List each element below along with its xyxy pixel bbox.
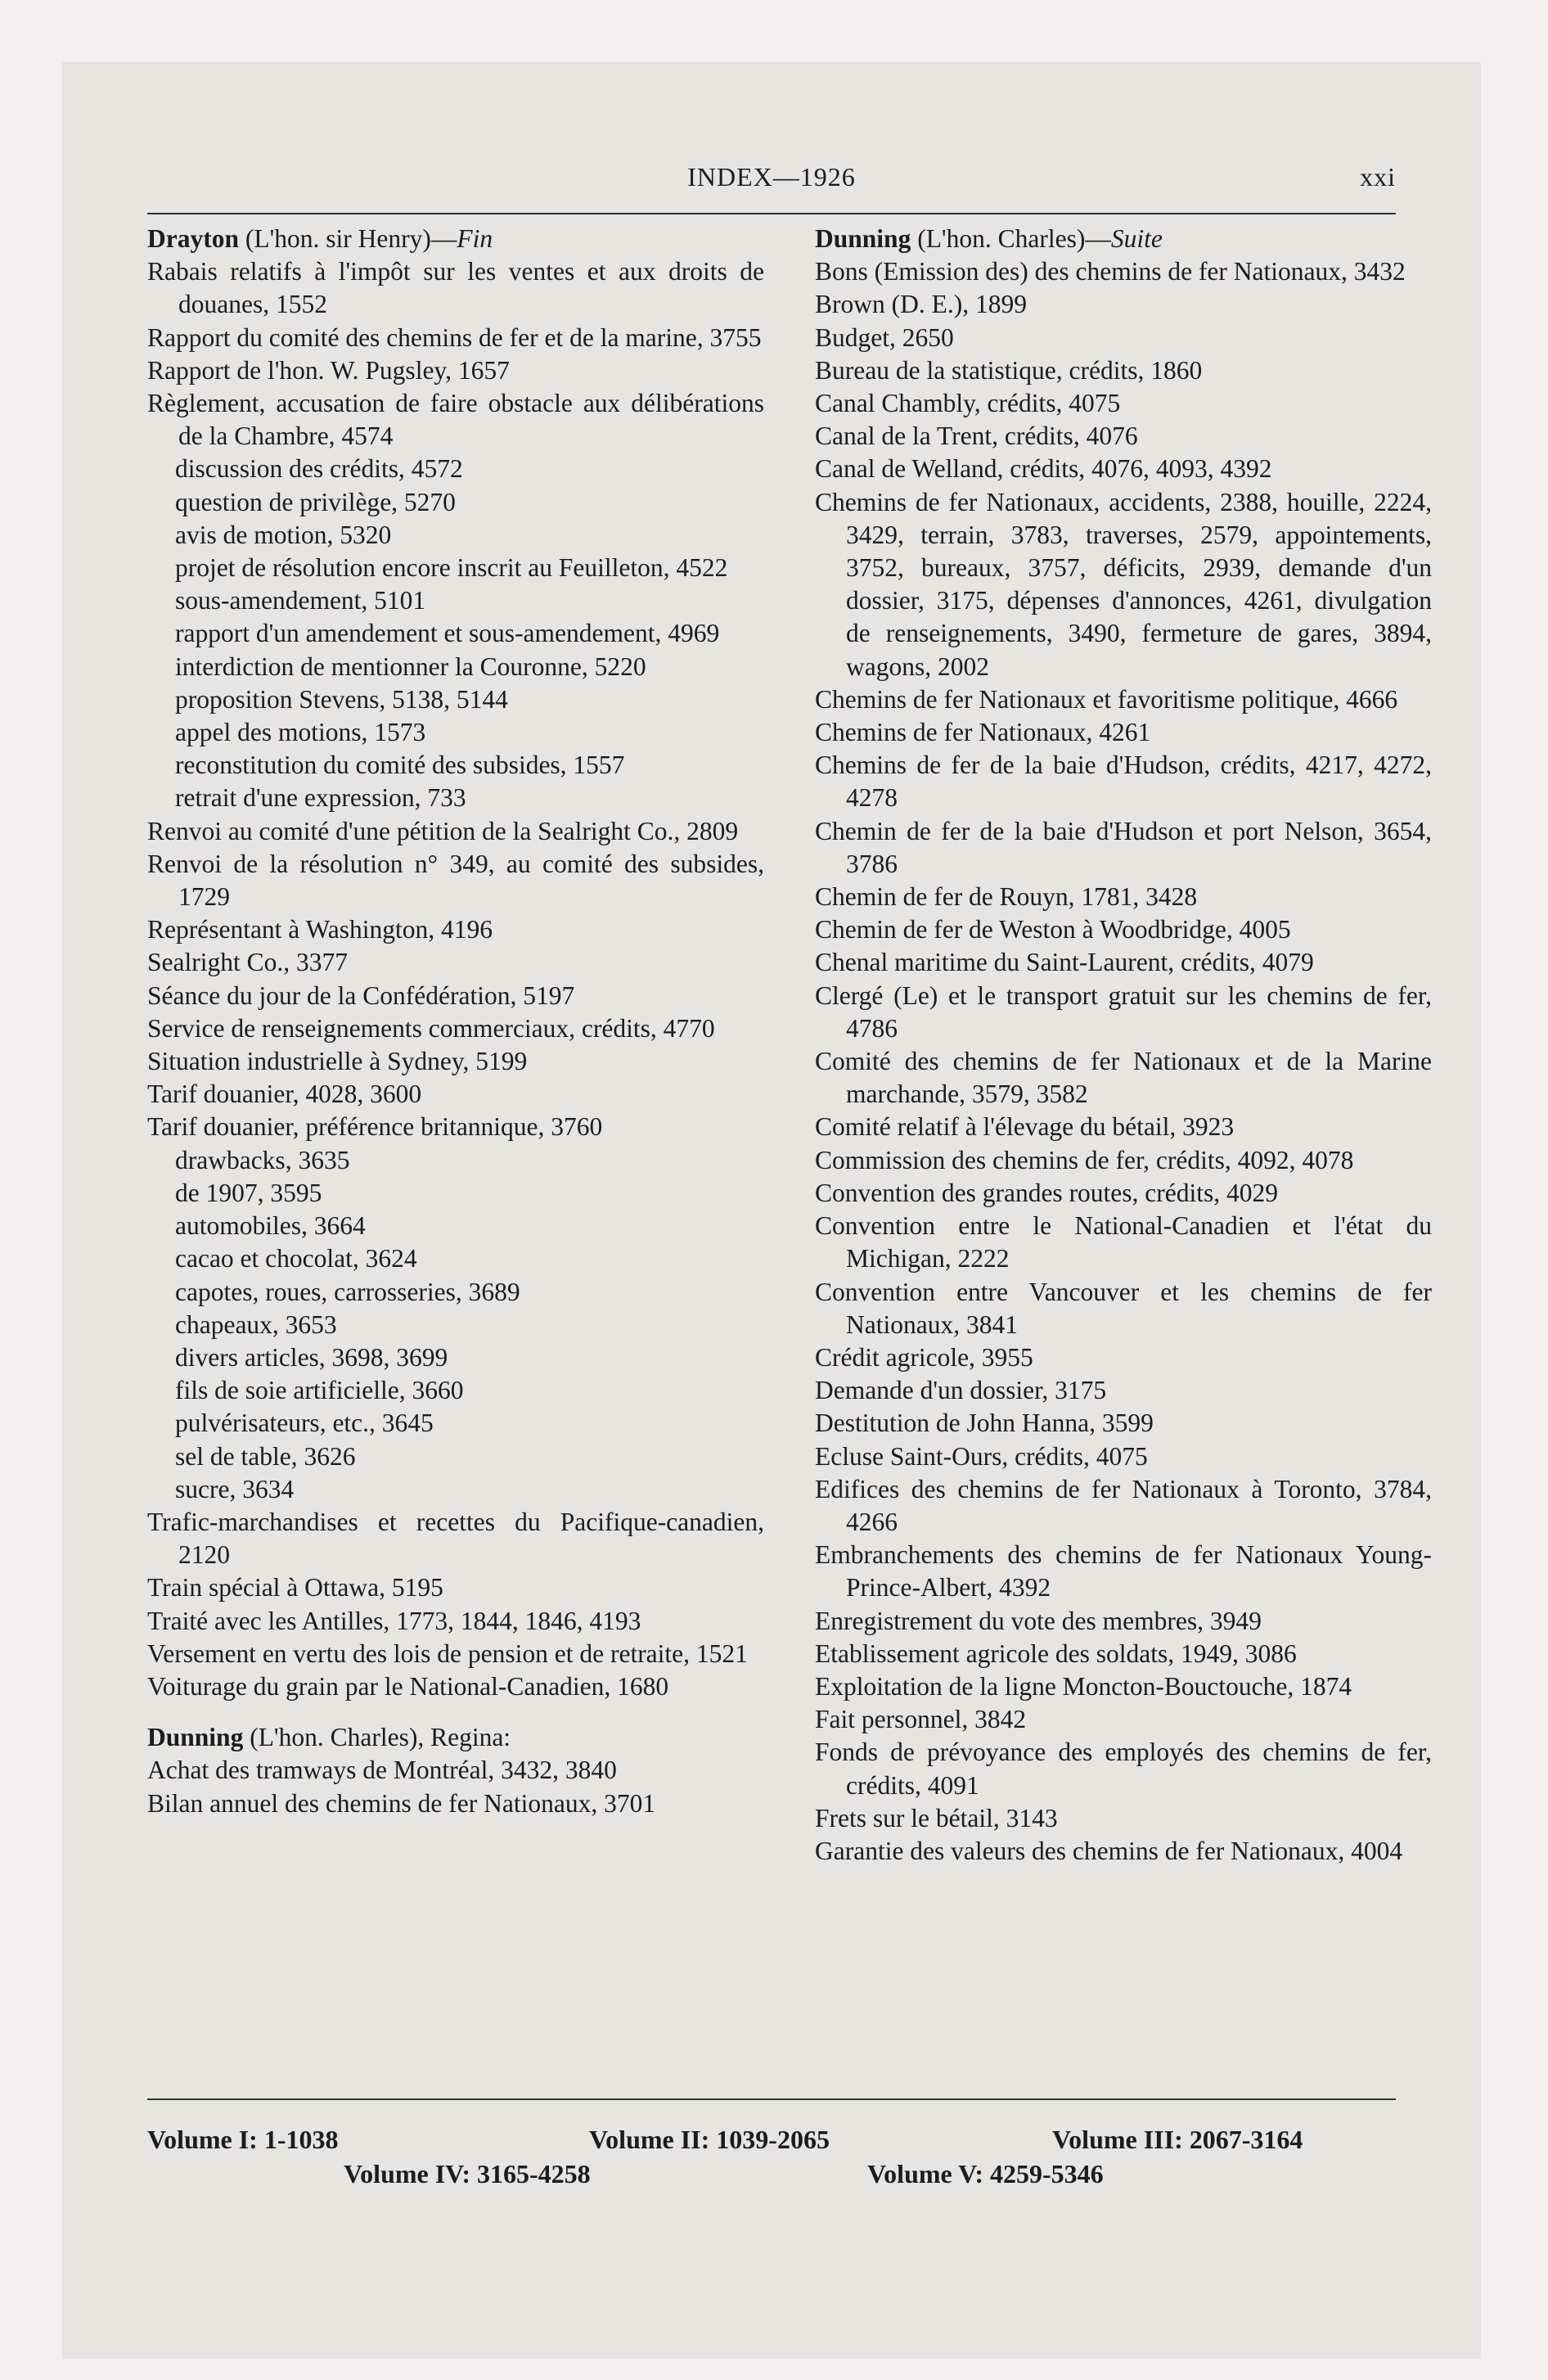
index-entry: Tarif douanier, 4028, 3600: [147, 1080, 422, 1109]
left-heading-entry: [147, 1721, 764, 1754]
index-entry: Service de renseignements commerciaux, crédits, 4770: [147, 1013, 715, 1043]
volume-3-range: Volume III: 2067-3164: [1052, 2125, 1303, 2154]
index-entry: Chemin de fer de la baie d'Hudson et port Nelson, 3654, 3786: [815, 816, 1432, 878]
page-number: xxi: [1360, 162, 1396, 192]
index-entry: Rabais relatifs à l'impôt sur les ventes et aux droits de douanes, 1552: [147, 257, 764, 319]
continuation-marker: Fin: [457, 224, 493, 253]
index-subentry: fils de soie artificielle, 3660: [175, 1376, 464, 1405]
index-entry: Crédit agricole, 3955: [815, 1342, 1033, 1372]
person-name: Dunning: [147, 1723, 244, 1752]
person-name: Dunning: [815, 224, 911, 253]
running-title: INDEX—1926: [687, 162, 856, 192]
index-subentry: drawbacks, 3635: [175, 1145, 350, 1174]
index-entry: Canal Chambly, crédits, 4075: [815, 389, 1121, 418]
index-entry: Commission des chemins de fer, crédits, 4092, 4078: [815, 1145, 1354, 1174]
index-entry: Fonds de prévoyance des employés des chemins de fer, crédits, 4091: [815, 1738, 1432, 1800]
index-entry: Comité des chemins de fer Nationaux et de la Marine marchande, 3579, 3582: [815, 1047, 1432, 1109]
index-subentry: avis de motion, 5320: [175, 520, 392, 549]
index-entry: Frets sur le bétail, 3143: [815, 1803, 1058, 1832]
index-entry: Chemins de fer de la baie d'Hudson, crédits, 4217, 4272, 4278: [815, 751, 1432, 813]
index-subentry: proposition Stevens, 5138, 5144: [175, 684, 508, 714]
index-subentry: projet de résolution encore inscrit au Feuilleton, 4522: [175, 553, 728, 583]
right-heading-entry: [815, 223, 1432, 255]
index-subentry: rapport d'un amendement et sous-amendement, 4969: [175, 619, 720, 648]
index-entry: Bons (Emission des) des chemins de fer Nationaux, 3432: [815, 257, 1406, 286]
index-subentry: divers articles, 3698, 3699: [175, 1342, 448, 1372]
index-subentry: cacao et chocolat, 3624: [175, 1244, 417, 1273]
index-entry: Chemins de fer Nationaux, 4261: [815, 718, 1151, 747]
index-entry: Garantie des valeurs des chemins de fer Nationaux, 4004: [815, 1836, 1403, 1865]
index-subentry: pulvérisateurs, etc., 3645: [175, 1409, 434, 1438]
index-entry: Tarif douanier, préférence britannique, 3760: [147, 1112, 603, 1142]
index-entry: Brown (D. E.), 1899: [815, 290, 1027, 319]
right-index-column: [815, 223, 1432, 1868]
index-entry: Renvoi de la résolution n° 349, au comité des subsides, 1729: [147, 849, 764, 912]
header-rule: [147, 213, 1396, 214]
index-entry: Rapport de l'hon. W. Pugsley, 1657: [147, 355, 510, 385]
index-entry: Achat des tramways de Montréal, 3432, 3840: [147, 1756, 617, 1785]
index-entry: Convention des grandes routes, crédits, 4029: [815, 1178, 1279, 1207]
index-entry: Convention entre Vancouver et les chemins de fer Nationaux, 3841: [815, 1277, 1432, 1339]
index-entry: Représentant à Washington, 4196: [147, 915, 493, 944]
person-title: (L'hon. sir Henry)—: [239, 224, 457, 253]
volume-5-range: Volume V: 4259-5346: [867, 2159, 1104, 2188]
person-title: (L'hon. Charles)—: [911, 224, 1111, 253]
index-entry: Demande d'un dossier, 3175: [815, 1376, 1107, 1405]
index-entry: Canal de Welland, crédits, 4076, 4093, 4392: [815, 454, 1272, 484]
volume-1-range: Volume I: 1-1038: [147, 2125, 339, 2154]
left-heading-entry: [147, 223, 764, 255]
index-entry: Chenal maritime du Saint-Laurent, crédits, 4079: [815, 948, 1314, 977]
index-entry: Bilan annuel des chemins de fer Nationaux, 3701: [147, 1788, 656, 1818]
index-subentry: question de privilège, 5270: [175, 487, 456, 516]
index-entry: Train spécial à Ottawa, 5195: [147, 1573, 443, 1602]
index-subentry: de 1907, 3595: [175, 1178, 322, 1207]
index-entry: Comité relatif à l'élevage du bétail, 3923: [815, 1112, 1235, 1142]
index-subentry: interdiction de mentionner la Couronne, 5220: [175, 651, 646, 681]
index-subentry: chapeaux, 3653: [175, 1309, 337, 1339]
volume-2-range: Volume II: 1039-2065: [589, 2125, 830, 2154]
index-entry: Trafic-marchandises et recettes du Pacifique-canadien, 2120: [147, 1507, 764, 1570]
index-subentry: sel de table, 3626: [175, 1441, 356, 1471]
index-entry: Traité avec les Antilles, 1773, 1844, 1846, 4193: [147, 1606, 641, 1635]
index-entry: Budget, 2650: [815, 322, 954, 352]
index-entry: Renvoi au comité d'une pétition de la Sealright Co., 2809: [147, 816, 739, 845]
person-name: Drayton: [147, 224, 239, 253]
index-entry: Etablissement agricole des soldats, 1949, 3086: [815, 1639, 1297, 1668]
index-subentry: sucre, 3634: [175, 1474, 295, 1503]
index-entry: Embranchements des chemins de fer Nationaux Young-Prince-Albert, 4392: [815, 1540, 1432, 1602]
index-subentry: appel des motions, 1573: [175, 718, 426, 747]
index-entry: Canal de la Trent, crédits, 4076: [815, 421, 1138, 451]
index-entry: Exploitation de la ligne Moncton-Bouctouche, 1874: [815, 1671, 1352, 1701]
index-entry: Voiturage du grain par le National-Canadien, 1680: [147, 1671, 669, 1701]
index-subentry: reconstitution du comité des subsides, 1557: [175, 751, 625, 780]
continuation-marker: Suite: [1110, 224, 1163, 253]
index-entry: Bureau de la statistique, crédits, 1860: [815, 355, 1203, 385]
index-subentry: capotes, roues, carrosseries, 3689: [175, 1277, 520, 1306]
index-entry: Chemin de fer de Weston à Woodbridge, 4005: [815, 915, 1291, 944]
index-entry: Ecluse Saint-Ours, crédits, 4075: [815, 1441, 1148, 1471]
index-entry: Sealright Co., 3377: [147, 948, 348, 977]
index-page: [62, 62, 1481, 2359]
index-entry: Chemins de fer Nationaux et favoritisme politique, 4666: [815, 684, 1398, 714]
index-entry: Convention entre le National-Canadien et l'état du Michigan, 2222: [815, 1211, 1432, 1273]
index-subentry: sous-amendement, 5101: [175, 586, 426, 615]
index-entry: Enregistrement du vote des membres, 3949: [815, 1606, 1262, 1635]
left-index-column: [147, 223, 764, 1820]
index-entry: Versement en vertu des lois de pension et de retraite, 1521: [147, 1639, 748, 1668]
index-subentry: automobiles, 3664: [175, 1211, 366, 1241]
index-entry: Chemin de fer de Rouyn, 1781, 3428: [815, 882, 1198, 912]
index-subentry: retrait d'une expression, 733: [175, 783, 466, 813]
index-entry: Edifices des chemins de fer Nationaux à Toronto, 3784, 4266: [815, 1474, 1432, 1536]
index-subentry: discussion des crédits, 4572: [175, 454, 463, 484]
index-entry: Destitution de John Hanna, 3599: [815, 1409, 1154, 1438]
footer-rule: [147, 2098, 1396, 2100]
volume-4-range: Volume IV: 3165-4258: [344, 2159, 591, 2188]
index-entry: Chemins de fer Nationaux, accidents, 2388, houille, 2224, 3429, terrain, 3783, traverses, 2579, appointements, 3752, bureaux, 3757, déficits, 2939, demande d'un dossier, 3175, dépenses d'annonces, 4261, divulgation de renseignements, 3490, fermeture de gares, 3894, wagons, 2002: [815, 487, 1432, 681]
person-title: (L'hon. Charles), Regina:: [243, 1723, 511, 1752]
index-entry: Règlement, accusation de faire obstacle aux délibérations de la Chambre, 4574: [147, 389, 764, 451]
index-entry: Rapport du comité des chemins de fer et de la marine, 3755: [147, 322, 762, 352]
index-entry: Fait personnel, 3842: [815, 1705, 1027, 1734]
index-entry: Clergé (Le) et le transport gratuit sur les chemins de fer, 4786: [815, 980, 1432, 1043]
index-entry: Séance du jour de la Confédération, 5197: [147, 980, 575, 1010]
index-entry: Situation industrielle à Sydney, 5199: [147, 1047, 528, 1076]
